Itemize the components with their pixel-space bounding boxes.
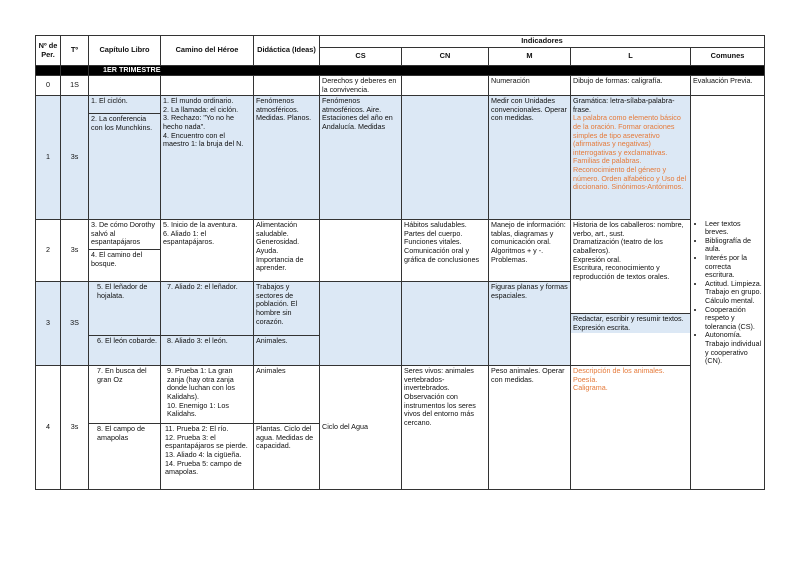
row3-per: 3 xyxy=(36,282,61,366)
row0-cs: Derechos y deberes en la convivencia. xyxy=(320,76,402,96)
row3-camino: 7. Aliado 2: el leñador. 8. Aliado 3: el león. xyxy=(161,282,254,366)
row3-didactica: Trabajos y sectores de población. El hombre sin corazón. Animales. xyxy=(254,282,320,366)
row2-l: Historia de los caballeros: nombre, verbo, art., sust. Dramatización (teatro de los caballeros). Expresión oral. Escritura, reconocimiento y reproducción de textos orales. Redactar, escribir y resumir textos. Expresión escrita. xyxy=(571,220,691,366)
comunes-list: • Leer textos breves. • Bibliografía de aula. • Interés por la correcta escritura. • Actitud. Limpieza. Trabajo en grupo. Cálculo mental. • Cooperación respeto y tolerancia (CS). • Autonomía. Trabajo individual y cooperativo (CN). xyxy=(693,220,762,366)
header-l: L xyxy=(571,48,691,66)
table-row xyxy=(36,366,765,490)
row1-capitulo xyxy=(89,96,161,220)
row1-cs: Fenómenos atmosféricos. Aire. Estaciones del año en Andalucía. Medidas xyxy=(320,96,402,220)
header-indicadores: Indicadores xyxy=(320,36,765,48)
header-camino: Camino del Héroe xyxy=(161,36,254,66)
row4-cn: Seres vivos: animales vertebrados-invertebrados. Observación con instrumentos los seres vivos del entorno más cercano. xyxy=(402,366,489,490)
row2-camino: 5. Inicio de la aventura. 6. Aliado 1: el espantapájaros. xyxy=(161,220,254,282)
row0-m: Numeración xyxy=(489,76,571,96)
row4-camino: 9. Prueba 1: La gran zanja (hay otra zanja donde luchan con los Kalidahs). 10. Enemigo 1: Los Kalidahs. 11. Prueba 2: El río. 12. Prueba 3: el espantapájaros se pierde. 13. Aliado 4: la cigüeña. 14. Prueba 5: campo de amapolas. xyxy=(161,366,254,490)
header-cn: CN xyxy=(402,48,489,66)
row1-cap2: 2. La conferencia con los Munchkins. xyxy=(89,113,160,132)
row1-l: Gramática: letra-sílaba-palabra-frase. La palabra como elemento básico de la oración. Formar oraciones simples de tipo aseverativo (afirmativas y negativas) interrogativas y exclamativas. Familias de palabras. Reconocimiento del género y número. Orden alfabético y Uso del diccionario. Sinónimos-Antónimos. xyxy=(571,96,691,220)
trimester-label: 1ER TRIMESTRE xyxy=(89,66,765,76)
planning-table xyxy=(35,35,765,490)
row0-per: 0 xyxy=(36,76,61,96)
row4-didactica: Animales Plantas. Ciclo del agua. Medidas de capacidad. xyxy=(254,366,320,490)
header-comunes: Comunes xyxy=(691,48,765,66)
trimester-row xyxy=(36,66,765,76)
planning-document xyxy=(35,35,764,490)
row1-per: 1 xyxy=(36,96,61,220)
comunes-cell xyxy=(691,96,765,490)
row1-didactica: Fenómenos atmosféricos. Medidas. Planos. xyxy=(254,96,320,220)
row2-capitulo: 3. De cómo Dorothy salvó al espantapájaros 4. El camino del bosque. xyxy=(89,220,161,282)
row2-cn: Hábitos saludables. Partes del cuerpo. Funciones vitales. Comunicación oral y gráfica de conclusiones xyxy=(402,220,489,282)
header-t: Tº xyxy=(61,36,89,66)
table-row xyxy=(36,220,765,282)
row4-t: 3s xyxy=(61,366,89,490)
row2-per: 2 xyxy=(36,220,61,282)
row2-m: Manejo de información: tablas, diagramas y comunicación oral. Algoritmos + y -. Problemas. xyxy=(489,220,571,282)
table-row xyxy=(36,96,765,220)
row4-cs: Ciclo del Agua xyxy=(320,366,402,490)
row4-capitulo: 7. En busca del gran Oz 8. El campo de amapolas xyxy=(89,366,161,490)
header-cs: CS xyxy=(320,48,402,66)
row3-capitulo: 5. El leñador de hojalata. 6. El león cobarde. xyxy=(89,282,161,366)
row0-t: 1S xyxy=(61,76,89,96)
row3-m: Figuras planas y formas espaciales. xyxy=(489,282,571,366)
row1-m: Medir con Unidades convencionales. Operar con medidas. xyxy=(489,96,571,220)
row0-comunes: Evaluación Previa. xyxy=(691,76,765,96)
header-capitulo: Capítulo Libro xyxy=(89,36,161,66)
header-per: Nº de Per. xyxy=(36,36,61,66)
row4-m: Peso animales. Operar con medidas. xyxy=(489,366,571,490)
row1-camino: 1. El mundo ordinario. 2. La llamada: el ciclón. 3. Rechazo: "Yo no he hecho nada". 4. Encuentro con el maestro 1: la bruja del N. xyxy=(161,96,254,220)
row2-t: 3s xyxy=(61,220,89,282)
row4-l: Descripción de los animales. Poesía. Caligrama. xyxy=(571,366,691,490)
header-m: M xyxy=(489,48,571,66)
row3-t: 3S xyxy=(61,282,89,366)
row0-l: Dibujo de formas: caligrafía. xyxy=(571,76,691,96)
row1-t: 3s xyxy=(61,96,89,220)
row2-didactica: Alimentación saludable. Generosidad. Ayuda. Importancia de aprender. xyxy=(254,220,320,282)
table-row xyxy=(36,76,765,96)
header-didactica: Didáctica (Ideas) xyxy=(254,36,320,66)
row1-cap1: 1. El ciclón. xyxy=(91,96,128,106)
row4-per: 4 xyxy=(36,366,61,490)
